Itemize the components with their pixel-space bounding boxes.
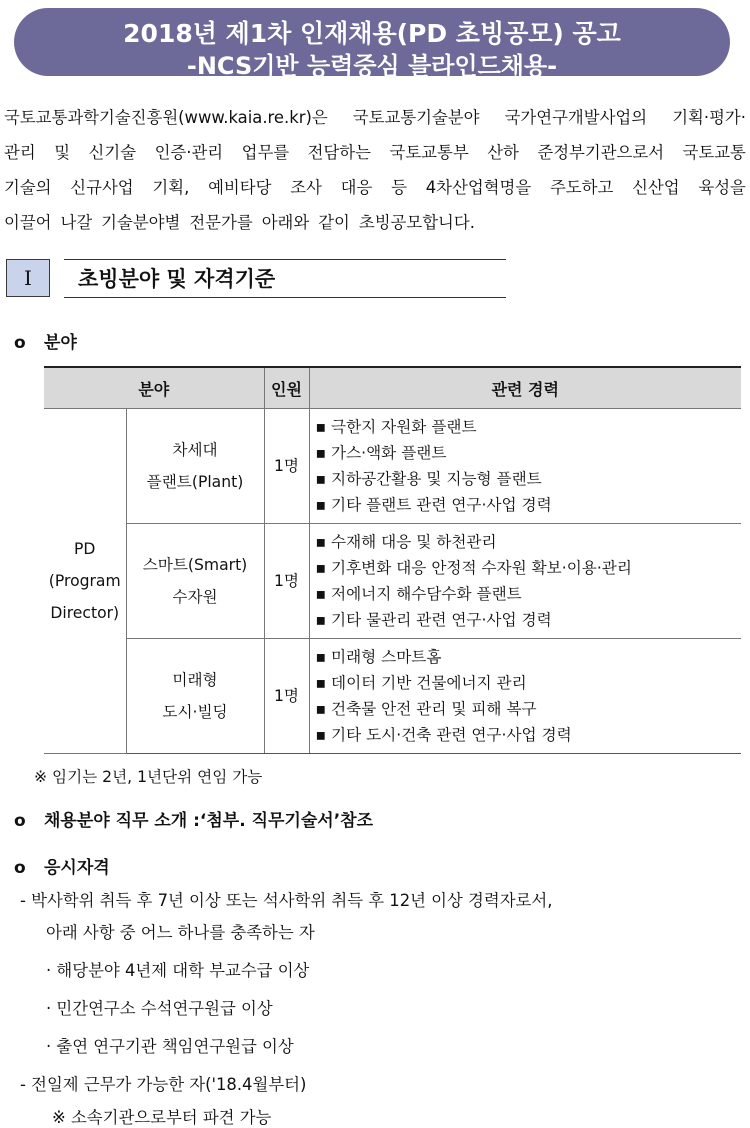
dispatch-note: ※ 소속기관으로부터 파견 가능: [52, 1108, 272, 1127]
qualification-subitem: · 출연 연구기관 책임연구원급 이상: [46, 1037, 294, 1056]
intro-line: [4, 100, 746, 135]
section-rule-bottom: [64, 297, 506, 298]
pd-cell: [44, 409, 126, 754]
pd-label: (Program: [48, 572, 121, 590]
intro-line: [4, 170, 746, 205]
qualification-subitem: · 해당분야 4년제 대학 부교수급 이상: [46, 961, 310, 980]
bullet-marker: o: [14, 858, 26, 878]
intro-word: 기획·평가·: [672, 108, 746, 127]
career-cell: [309, 409, 741, 524]
career-item: ▪ 기후변화 대응 안정적 수자원 확보·이용·관리: [315, 559, 632, 577]
pd-label: Director): [50, 604, 120, 622]
qualification-item-cont: 아래 사항 중 어느 하나를 충족하는 자: [46, 923, 315, 942]
intro-word: 같이: [318, 213, 350, 232]
count-cell: 1명: [264, 409, 309, 524]
table-row: [44, 409, 741, 524]
career-item: ▪ 수재해 대응 및 하천관리: [315, 533, 497, 551]
intro-word: 기술의: [4, 178, 52, 197]
intro-word: 국토교통기술분야: [352, 108, 480, 127]
intro-word: 신기술: [88, 143, 137, 162]
career-item: ▪ 저에너지 해수담수화 플랜트: [315, 585, 522, 603]
career-item: ▪ 기타 플랜트 관련 연구·사업 경력: [315, 496, 552, 514]
field-name: 플랜트(Plant): [146, 473, 244, 491]
field-name: 도시·빌딩: [162, 703, 228, 721]
career-item: ▪ 건축물 안전 관리 및 피해 복구: [315, 700, 537, 718]
table-row: [44, 524, 741, 639]
announcement-banner: [14, 8, 730, 80]
career-item: ▪ 극한지 자원화 플랜트: [315, 418, 477, 436]
career-item: ▪ 기타 물관리 관련 연구·사업 경력: [315, 611, 552, 629]
banner-subtitle: -NCS기반 능력중심 블라인드채용-: [186, 52, 558, 80]
intro-word: 전문가를: [189, 213, 253, 232]
section-rule-top: [64, 259, 506, 260]
intro-word: 초빙공모합니다.: [358, 213, 475, 232]
career-cell: [309, 524, 741, 639]
career-item: ▪ 데이터 기반 건물에너지 관리: [315, 674, 527, 692]
field-cell: [126, 524, 264, 639]
intro-word: 조사: [290, 178, 322, 197]
header-count: 인원: [264, 367, 309, 409]
intro-word: 인증·관리: [154, 143, 224, 162]
intro-word: 및: [54, 143, 71, 162]
intro-line: [4, 205, 746, 240]
bullet-marker: o: [14, 811, 26, 831]
career-item: ▪ 가스·액화 플랜트: [315, 444, 447, 462]
intro-word: 관리: [4, 143, 36, 162]
banner-title: 2018년 제1차 인재채용(PD 초빙공모) 공고: [123, 19, 621, 48]
section-title: 초빙분야 및 자격기준: [78, 267, 276, 291]
intro-word: 국토교통: [682, 143, 746, 162]
qualification-text: 응시자격: [44, 858, 110, 878]
intro-word: 신규사업: [70, 178, 134, 197]
table-row: [44, 639, 741, 754]
intro-word: 국토교통부: [389, 143, 469, 162]
section-number: I: [6, 259, 50, 297]
intro-word: 나갈: [60, 213, 93, 232]
career-item: ▪ 기타 도시·건축 관련 연구·사업 경력: [315, 726, 572, 744]
count-cell: 1명: [264, 524, 309, 639]
intro-paragraph: [4, 100, 746, 240]
field-name: 수자원: [172, 588, 218, 606]
intro-word: 기획,: [152, 178, 190, 197]
field-cell: [126, 409, 264, 524]
intro-word: 국토교통과학기술진흥원(www.kaia.re.kr)은: [4, 108, 328, 127]
bullet-marker: o: [14, 333, 26, 353]
intro-word: 업무를: [241, 143, 290, 162]
recruitment-table: [44, 366, 741, 754]
intro-word: 기술분야별: [101, 213, 181, 232]
field-name: 차세대: [172, 441, 218, 459]
qualification-heading: [14, 853, 110, 878]
intro-word: 주도하고: [549, 178, 614, 197]
intro-word: 산하: [487, 143, 519, 162]
intro-word: 아래와: [261, 213, 310, 232]
intro-word: 육성을: [698, 178, 746, 197]
intro-word: 4차산업혁명을: [425, 178, 532, 197]
header-field: 분야: [44, 367, 264, 409]
section-header: [6, 259, 506, 299]
career-item: ▪ 미래형 스마트홈: [315, 648, 442, 666]
career-item: ▪ 지하공간활용 및 지능형 플랜트: [315, 470, 542, 488]
qualification-item: - 전일제 근무가 가능한 자('18.4월부터): [20, 1075, 307, 1094]
intro-word: 준정부기관으로서: [537, 143, 665, 162]
field-heading: [14, 328, 77, 353]
header-career: 관련 경력: [309, 367, 741, 409]
qualification-item: - 박사학위 취득 후 7년 이상 또는 석사학위 취득 후 12년 이상 경력자로서,: [20, 891, 553, 910]
duty-heading: [14, 806, 373, 831]
intro-word: 국가연구개발사업의: [504, 108, 648, 127]
field-name: 미래형: [172, 671, 218, 689]
duty-text: 채용분야 직무 소개 :‘첨부. 직무기술서’참조: [44, 811, 374, 831]
field-cell: [126, 639, 264, 754]
pd-label: PD: [74, 540, 96, 558]
intro-word: 전담하는: [307, 143, 371, 162]
intro-word: 등: [391, 178, 407, 197]
intro-word: 이끌어: [4, 213, 52, 232]
term-note: ※ 임기는 2년, 1년단위 연임 가능: [34, 768, 263, 786]
intro-word: 예비타당: [208, 178, 272, 197]
intro-word: 신산업: [632, 178, 680, 197]
table-header-row: [44, 367, 741, 409]
intro-line: [4, 135, 746, 170]
qualification-subitem: · 민간연구소 수석연구원급 이상: [46, 999, 273, 1018]
career-cell: [309, 639, 741, 754]
field-name: 스마트(Smart): [142, 556, 248, 574]
field-heading-text: 분야: [44, 333, 77, 353]
intro-word: 대응: [340, 178, 373, 197]
count-cell: 1명: [264, 639, 309, 754]
